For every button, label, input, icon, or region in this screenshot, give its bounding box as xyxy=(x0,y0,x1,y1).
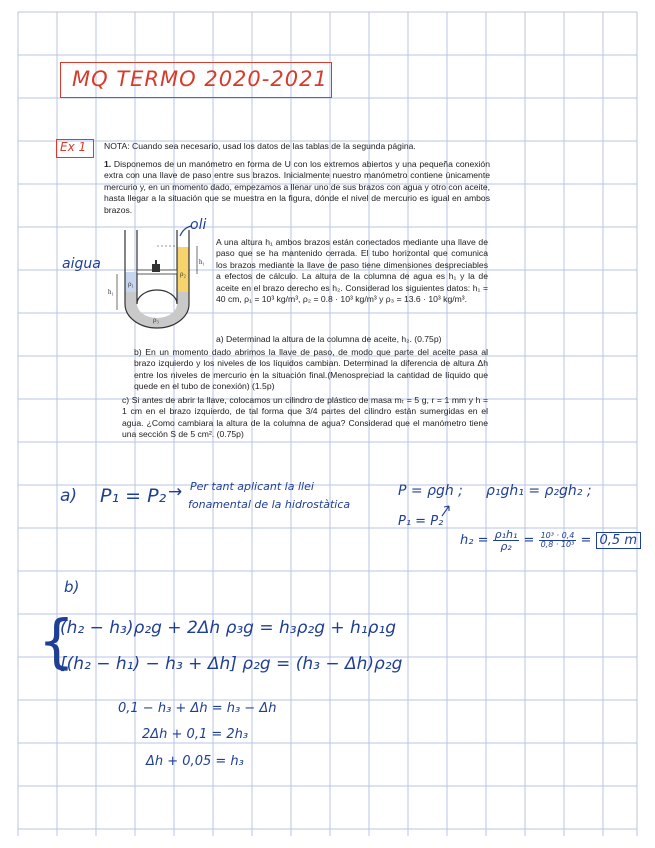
fraction-2-denominator: 0,8 · 10³ xyxy=(540,540,575,549)
figure-label-rho2: ρ₂ xyxy=(180,270,186,278)
solution-b-step-1: 0,1 − h₃ + Δh = h₃ − Δh xyxy=(118,701,277,716)
solution-b-step-2: 2Δh + 0,1 = 2h₃ xyxy=(142,727,249,742)
solution-b-equation-1: (h₂ − h₃)ρ₂g + 2Δh ρ₃g = h₃ρ₂g + h₁ρ₁g xyxy=(60,618,397,638)
problem-nota: NOTA: Cuando sea necesario, usad los datos de las tablas de la segunda página. xyxy=(104,141,416,151)
manometer-figure xyxy=(108,226,210,332)
part-a-statement: a) Determinad la altura de la columna de aceite, h₂. (0.75p) xyxy=(216,334,442,344)
annotation-oil-arrow xyxy=(176,224,194,238)
solution-a-hydrostatic: P = ρgh ; xyxy=(398,483,463,499)
system-brace: { xyxy=(38,607,75,675)
solution-a-small-arrow xyxy=(440,503,452,517)
problem-intro-text: Disponemos de un manómetro en forma de U con los extremos abiertos y una pequeña conexión extra con una llave de paso entre sus brazos. Inicialmente nuestro manómetro contiene únicamente mercurio y, en un momento dado, empezamos a llenar uno de sus brazos con agua y otro con aceite, hasta llegar a la situación que se muestra en la figura, dónde el nivel de mercurio es igual en ambos brazos. xyxy=(104,159,490,215)
figure-label-h1-left: h₁ xyxy=(108,288,114,296)
fraction-2-numerator: 10³ · 0,4 xyxy=(540,531,575,540)
problem-intro xyxy=(104,159,490,216)
fraction-values xyxy=(539,532,577,549)
solution-a-h2-formula: h₂ = $\frac{\text{ρ₁h₁}}{\text{ρ₂}}$ = $\frac{\text{10³ · 0,4}}{\text{0,8 · 10³}}$ = 0,5 m xyxy=(460,529,641,552)
problem-number: 1. xyxy=(104,159,112,169)
figure-label-h1-right: h₁ xyxy=(199,258,205,266)
solution-a-note-2: fonamental de la hidrostàtica xyxy=(188,498,351,511)
solution-a-note-1: Per tant aplicant la llei xyxy=(190,480,314,493)
annotation-water: aigua xyxy=(62,256,101,272)
solution-b-equation-2: [(h₂ − h₁) − h₃ + Δh] ρ₂g = (h₃ − Δh)ρ₂g xyxy=(60,654,403,674)
solution-a-relation: ρ₁gh₁ = ρ₂gh₂ ; xyxy=(486,483,592,499)
part-b-statement: b) En un momento dado abrimos la llave de paso, de modo que parte del aceite pasa al brazo izquierdo y los niveles de los líquidos cambian. Determinad la diferencia de altura Δh entre los niveles de mercurio en la situación final.(Menospreciad la cantidad de líquido que quede en el tubo de conexión) (1.5p) xyxy=(134,347,488,392)
solution-a-arrow: → xyxy=(168,482,183,502)
problem-data-paragraph: A una altura h₁ ambos brazos están conectados mediante una llave de paso que se ha mantenido cerrada. El tubo horizontal que comunica los brazos mediante la llave de paso tiene dimensiones despreciables a efectos de cálculo. La altura de la columna de agua es h₁ y la de aceite en el brazo derecho es h₂. Considerad los siguientes datos: h₁ = 40 cm, ρ₁ = 10³ kg/m³, ρ₂ = 0.8 · 10³ kg/m³ y ρ₃ = 13.6 · 10³ kg/m³. xyxy=(216,237,488,305)
solution-b-step-3: Δh + 0,05 = h₃ xyxy=(146,754,244,769)
part-c-statement: c) Si antes de abrir la llave, colocamos un cilindro de plástico de masa mₜ = 5 g, r = 1 mm y h = 1 cm en el brazo izquierdo, de tal forma que 3/4 partes del cilindro están sumergidas en el agua. ¿Como cambiara la altura de la columna de agua? Considerad que el manómetro tiene una sección S de 5 cm². (0.75p) xyxy=(122,395,488,440)
solution-a-equation: P₁ = P₂ xyxy=(100,485,167,507)
page-title: MQ TERMO 2020-2021 xyxy=(72,67,328,91)
figure-label-rho3: ρ₃ xyxy=(153,316,159,324)
fraction-1-numerator: ρ₁h₁ xyxy=(494,528,518,541)
solution-a-result: 0,5 m xyxy=(596,532,641,549)
fraction-1-denominator: ρ₂ xyxy=(500,540,512,553)
solution-a-p1p2: P₁ = P₂ xyxy=(398,514,444,529)
solution-b-label: b) xyxy=(64,578,80,596)
fraction-density-ratio xyxy=(493,529,520,552)
annotation-oil: oli xyxy=(190,217,207,233)
figure-label-rho1: ρ₁ xyxy=(128,280,134,288)
exercise-label: Ex 1 xyxy=(60,140,87,154)
solution-a-h2-label: h₂ = xyxy=(460,533,489,548)
solution-a-label: a) xyxy=(60,486,78,506)
valve-icon xyxy=(152,264,160,272)
